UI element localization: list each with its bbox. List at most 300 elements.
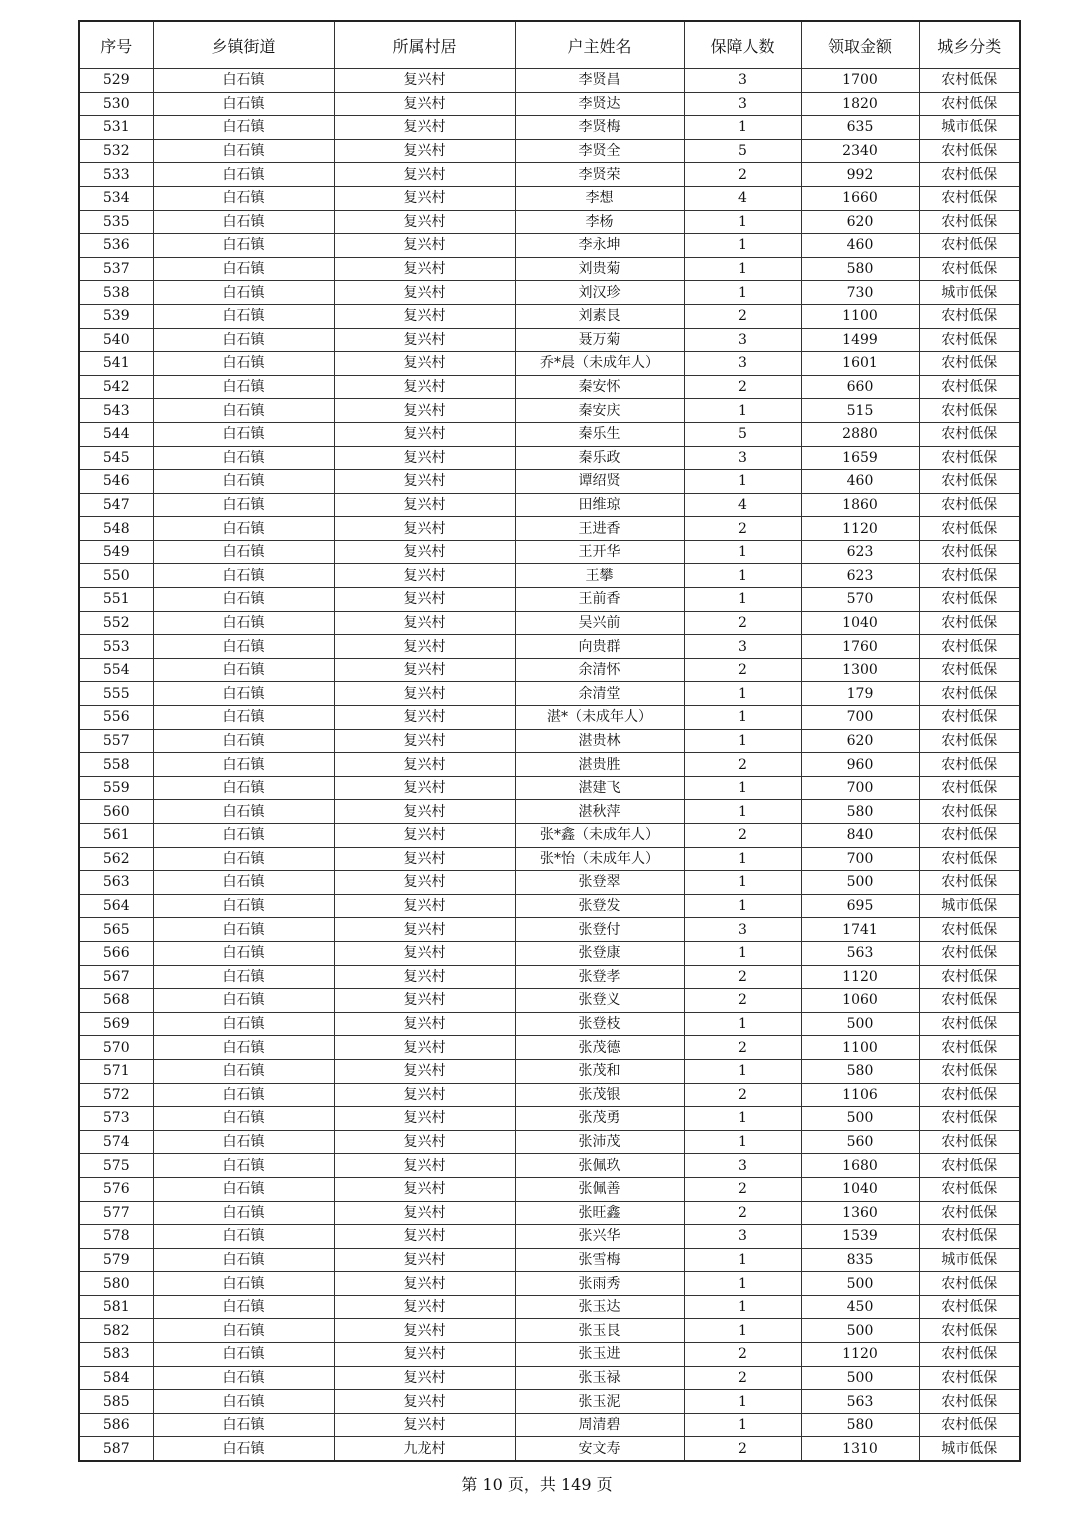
cell-covered-persons: 2 xyxy=(684,304,801,328)
cell-household-head: 吴兴前 xyxy=(515,611,684,635)
cell-category: 农村低保 xyxy=(919,1083,1020,1107)
cell-category: 农村低保 xyxy=(919,918,1020,942)
cell-household-head: 张登发 xyxy=(515,894,684,918)
cell-category: 农村低保 xyxy=(919,1036,1020,1060)
cell-amount: 563 xyxy=(801,1390,919,1414)
cell-covered-persons: 2 xyxy=(684,611,801,635)
cell-amount: 1860 xyxy=(801,493,919,517)
cell-township: 白石镇 xyxy=(153,611,334,635)
cell-amount: 1360 xyxy=(801,1201,919,1225)
cell-category: 农村低保 xyxy=(919,588,1020,612)
cell-household-head: 谭绍贤 xyxy=(515,470,684,494)
cell-covered-persons: 5 xyxy=(684,422,801,446)
cell-index: 531 xyxy=(79,116,153,140)
cell-village: 复兴村 xyxy=(334,304,515,328)
cell-village: 复兴村 xyxy=(334,1343,515,1367)
cell-amount: 695 xyxy=(801,894,919,918)
cell-household-head: 张玉泥 xyxy=(515,1390,684,1414)
cell-township: 白石镇 xyxy=(153,824,334,848)
cell-covered-persons: 1 xyxy=(684,706,801,730)
cell-covered-persons: 1 xyxy=(684,234,801,258)
cell-household-head: 张玉艮 xyxy=(515,1319,684,1343)
cell-amount: 620 xyxy=(801,729,919,753)
table-row xyxy=(79,847,1020,871)
cell-village: 复兴村 xyxy=(334,210,515,234)
cell-amount: 2880 xyxy=(801,422,919,446)
cell-amount: 515 xyxy=(801,399,919,423)
table-header-row xyxy=(79,21,1020,69)
cell-category: 农村低保 xyxy=(919,1319,1020,1343)
cell-category: 农村低保 xyxy=(919,1366,1020,1390)
cell-township: 白石镇 xyxy=(153,163,334,187)
header-township: 乡镇街道 xyxy=(153,21,334,69)
table-row xyxy=(79,352,1020,376)
cell-township: 白石镇 xyxy=(153,375,334,399)
cell-index: 535 xyxy=(79,210,153,234)
table-row xyxy=(79,1036,1020,1060)
table-row xyxy=(79,210,1020,234)
cell-township: 白石镇 xyxy=(153,210,334,234)
cell-covered-persons: 1 xyxy=(684,540,801,564)
cell-township: 白石镇 xyxy=(153,1413,334,1437)
cell-index: 582 xyxy=(79,1319,153,1343)
cell-index: 579 xyxy=(79,1248,153,1272)
cell-township: 白石镇 xyxy=(153,658,334,682)
cell-village: 复兴村 xyxy=(334,493,515,517)
cell-township: 白石镇 xyxy=(153,1366,334,1390)
cell-township: 白石镇 xyxy=(153,493,334,517)
cell-amount: 1680 xyxy=(801,1154,919,1178)
cell-township: 白石镇 xyxy=(153,517,334,541)
cell-index: 542 xyxy=(79,375,153,399)
table-row xyxy=(79,470,1020,494)
cell-village: 复兴村 xyxy=(334,1319,515,1343)
cell-household-head: 李永坤 xyxy=(515,234,684,258)
table-row xyxy=(79,989,1020,1013)
cell-covered-persons: 2 xyxy=(684,658,801,682)
cell-index: 555 xyxy=(79,682,153,706)
cell-household-head: 余清怀 xyxy=(515,658,684,682)
cell-household-head: 张登康 xyxy=(515,941,684,965)
cell-village: 复兴村 xyxy=(334,918,515,942)
cell-category: 农村低保 xyxy=(919,989,1020,1013)
cell-household-head: 张登孝 xyxy=(515,965,684,989)
cell-category: 农村低保 xyxy=(919,871,1020,895)
cell-index: 580 xyxy=(79,1272,153,1296)
cell-township: 白石镇 xyxy=(153,234,334,258)
cell-category: 农村低保 xyxy=(919,422,1020,446)
table-row xyxy=(79,588,1020,612)
cell-covered-persons: 3 xyxy=(684,446,801,470)
cell-covered-persons: 2 xyxy=(684,1343,801,1367)
cell-covered-persons: 2 xyxy=(684,1366,801,1390)
cell-amount: 460 xyxy=(801,234,919,258)
cell-covered-persons: 2 xyxy=(684,1177,801,1201)
cell-household-head: 张茂银 xyxy=(515,1083,684,1107)
cell-index: 564 xyxy=(79,894,153,918)
cell-household-head: 李贤达 xyxy=(515,92,684,116)
cell-village: 复兴村 xyxy=(334,824,515,848)
cell-household-head: 张茂和 xyxy=(515,1059,684,1083)
cell-amount: 1660 xyxy=(801,186,919,210)
table-row xyxy=(79,69,1020,93)
cell-category: 城市低保 xyxy=(919,1437,1020,1461)
cell-amount: 1659 xyxy=(801,446,919,470)
cell-amount: 460 xyxy=(801,470,919,494)
table-row xyxy=(79,304,1020,328)
cell-township: 白石镇 xyxy=(153,1059,334,1083)
cell-amount: 1100 xyxy=(801,304,919,328)
cell-amount: 570 xyxy=(801,588,919,612)
cell-household-head: 李贤梅 xyxy=(515,116,684,140)
cell-township: 白石镇 xyxy=(153,1177,334,1201)
cell-amount: 1120 xyxy=(801,965,919,989)
cell-household-head: 李贤荣 xyxy=(515,163,684,187)
cell-covered-persons: 1 xyxy=(684,1012,801,1036)
cell-covered-persons: 1 xyxy=(684,1248,801,1272)
cell-township: 白石镇 xyxy=(153,257,334,281)
cell-township: 白石镇 xyxy=(153,989,334,1013)
cell-index: 558 xyxy=(79,753,153,777)
cell-covered-persons: 1 xyxy=(684,1130,801,1154)
cell-township: 白石镇 xyxy=(153,1083,334,1107)
table-row xyxy=(79,1319,1020,1343)
cell-covered-persons: 1 xyxy=(684,1059,801,1083)
cell-category: 农村低保 xyxy=(919,446,1020,470)
cell-township: 白石镇 xyxy=(153,540,334,564)
cell-household-head: 张玉进 xyxy=(515,1343,684,1367)
cell-township: 白石镇 xyxy=(153,281,334,305)
cell-index: 562 xyxy=(79,847,153,871)
cell-village: 复兴村 xyxy=(334,470,515,494)
cell-village: 复兴村 xyxy=(334,1248,515,1272)
header-index: 序号 xyxy=(79,21,153,69)
cell-covered-persons: 1 xyxy=(684,1272,801,1296)
cell-village: 复兴村 xyxy=(334,965,515,989)
cell-category: 农村低保 xyxy=(919,493,1020,517)
table-row xyxy=(79,1366,1020,1390)
cell-amount: 580 xyxy=(801,257,919,281)
cell-index: 572 xyxy=(79,1083,153,1107)
cell-village: 复兴村 xyxy=(334,941,515,965)
table-row xyxy=(79,611,1020,635)
cell-index: 549 xyxy=(79,540,153,564)
table-row xyxy=(79,186,1020,210)
cell-township: 白石镇 xyxy=(153,422,334,446)
table-row xyxy=(79,1154,1020,1178)
cell-township: 白石镇 xyxy=(153,1390,334,1414)
cell-covered-persons: 3 xyxy=(684,328,801,352)
cell-amount: 500 xyxy=(801,1012,919,1036)
cell-covered-persons: 1 xyxy=(684,564,801,588)
table-row xyxy=(79,116,1020,140)
cell-category: 农村低保 xyxy=(919,800,1020,824)
cell-covered-persons: 1 xyxy=(684,1295,801,1319)
cell-amount: 623 xyxy=(801,540,919,564)
cell-covered-persons: 2 xyxy=(684,989,801,1013)
cell-amount: 450 xyxy=(801,1295,919,1319)
cell-township: 白石镇 xyxy=(153,729,334,753)
table-row xyxy=(79,446,1020,470)
cell-village: 复兴村 xyxy=(334,847,515,871)
cell-index: 570 xyxy=(79,1036,153,1060)
cell-township: 白石镇 xyxy=(153,1130,334,1154)
cell-village: 复兴村 xyxy=(334,1413,515,1437)
cell-category: 农村低保 xyxy=(919,210,1020,234)
cell-covered-persons: 1 xyxy=(684,941,801,965)
cell-index: 546 xyxy=(79,470,153,494)
cell-category: 农村低保 xyxy=(919,92,1020,116)
cell-category: 农村低保 xyxy=(919,564,1020,588)
cell-category: 农村低保 xyxy=(919,847,1020,871)
cell-covered-persons: 1 xyxy=(684,894,801,918)
cell-township: 白石镇 xyxy=(153,352,334,376)
cell-village: 复兴村 xyxy=(334,1366,515,1390)
cell-category: 农村低保 xyxy=(919,706,1020,730)
table-row xyxy=(79,635,1020,659)
cell-amount: 500 xyxy=(801,1366,919,1390)
cell-township: 白石镇 xyxy=(153,918,334,942)
cell-household-head: 聂万菊 xyxy=(515,328,684,352)
cell-covered-persons: 2 xyxy=(684,1036,801,1060)
table-row xyxy=(79,1059,1020,1083)
cell-township: 白石镇 xyxy=(153,965,334,989)
cell-household-head: 刘素艮 xyxy=(515,304,684,328)
cell-index: 565 xyxy=(79,918,153,942)
header-category: 城乡分类 xyxy=(919,21,1020,69)
cell-village: 复兴村 xyxy=(334,588,515,612)
cell-covered-persons: 1 xyxy=(684,399,801,423)
cell-village: 复兴村 xyxy=(334,446,515,470)
cell-category: 农村低保 xyxy=(919,753,1020,777)
table-row xyxy=(79,941,1020,965)
cell-village: 复兴村 xyxy=(334,186,515,210)
cell-covered-persons: 3 xyxy=(684,918,801,942)
cell-amount: 1310 xyxy=(801,1437,919,1461)
cell-category: 农村低保 xyxy=(919,965,1020,989)
cell-index: 561 xyxy=(79,824,153,848)
cell-category: 农村低保 xyxy=(919,611,1020,635)
table-row xyxy=(79,281,1020,305)
cell-covered-persons: 1 xyxy=(684,847,801,871)
cell-township: 白石镇 xyxy=(153,1272,334,1296)
cell-household-head: 张佩玖 xyxy=(515,1154,684,1178)
cell-household-head: 李贤全 xyxy=(515,139,684,163)
cell-covered-persons: 2 xyxy=(684,517,801,541)
cell-household-head: 张玉禄 xyxy=(515,1366,684,1390)
cell-township: 白石镇 xyxy=(153,139,334,163)
cell-index: 571 xyxy=(79,1059,153,1083)
cell-township: 白石镇 xyxy=(153,1012,334,1036)
table-row xyxy=(79,399,1020,423)
cell-household-head: 向贵群 xyxy=(515,635,684,659)
cell-township: 白石镇 xyxy=(153,1201,334,1225)
cell-household-head: 王进香 xyxy=(515,517,684,541)
cell-household-head: 李杨 xyxy=(515,210,684,234)
cell-covered-persons: 1 xyxy=(684,588,801,612)
cell-covered-persons: 3 xyxy=(684,69,801,93)
table-row xyxy=(79,257,1020,281)
table-row xyxy=(79,1083,1020,1107)
cell-covered-persons: 1 xyxy=(684,257,801,281)
cell-covered-persons: 2 xyxy=(684,1201,801,1225)
cell-index: 552 xyxy=(79,611,153,635)
cell-index: 547 xyxy=(79,493,153,517)
cell-amount: 1040 xyxy=(801,611,919,635)
cell-household-head: 张登枝 xyxy=(515,1012,684,1036)
cell-village: 复兴村 xyxy=(334,234,515,258)
assistance-table xyxy=(78,20,1021,1462)
cell-covered-persons: 1 xyxy=(684,116,801,140)
table-row xyxy=(79,1295,1020,1319)
cell-category: 农村低保 xyxy=(919,1154,1020,1178)
table-row xyxy=(79,1012,1020,1036)
cell-category: 农村低保 xyxy=(919,1130,1020,1154)
cell-village: 复兴村 xyxy=(334,871,515,895)
header-amount: 领取金额 xyxy=(801,21,919,69)
cell-amount: 1300 xyxy=(801,658,919,682)
cell-village: 复兴村 xyxy=(334,281,515,305)
cell-amount: 840 xyxy=(801,824,919,848)
cell-category: 农村低保 xyxy=(919,257,1020,281)
cell-index: 540 xyxy=(79,328,153,352)
cell-category: 农村低保 xyxy=(919,1177,1020,1201)
cell-amount: 500 xyxy=(801,871,919,895)
table-row xyxy=(79,729,1020,753)
cell-covered-persons: 2 xyxy=(684,1083,801,1107)
cell-village: 九龙村 xyxy=(334,1437,515,1461)
cell-township: 白石镇 xyxy=(153,116,334,140)
table-row xyxy=(79,706,1020,730)
cell-category: 农村低保 xyxy=(919,729,1020,753)
cell-village: 复兴村 xyxy=(334,564,515,588)
cell-amount: 960 xyxy=(801,753,919,777)
cell-township: 白石镇 xyxy=(153,1154,334,1178)
cell-township: 白石镇 xyxy=(153,1248,334,1272)
cell-village: 复兴村 xyxy=(334,1083,515,1107)
cell-household-head: 王开华 xyxy=(515,540,684,564)
cell-category: 农村低保 xyxy=(919,635,1020,659)
cell-covered-persons: 2 xyxy=(684,375,801,399)
table-row xyxy=(79,1437,1020,1461)
cell-household-head: 张玉达 xyxy=(515,1295,684,1319)
cell-covered-persons: 1 xyxy=(684,470,801,494)
cell-household-head: 李想 xyxy=(515,186,684,210)
cell-covered-persons: 3 xyxy=(684,92,801,116)
header-household-head: 户主姓名 xyxy=(515,21,684,69)
cell-township: 白石镇 xyxy=(153,941,334,965)
cell-household-head: 张登付 xyxy=(515,918,684,942)
cell-village: 复兴村 xyxy=(334,139,515,163)
cell-township: 白石镇 xyxy=(153,682,334,706)
cell-township: 白石镇 xyxy=(153,1107,334,1131)
cell-village: 复兴村 xyxy=(334,540,515,564)
cell-amount: 700 xyxy=(801,847,919,871)
cell-covered-persons: 1 xyxy=(684,281,801,305)
cell-category: 农村低保 xyxy=(919,941,1020,965)
cell-township: 白石镇 xyxy=(153,328,334,352)
header-covered-persons: 保障人数 xyxy=(684,21,801,69)
cell-covered-persons: 1 xyxy=(684,800,801,824)
cell-category: 农村低保 xyxy=(919,375,1020,399)
cell-covered-persons: 1 xyxy=(684,210,801,234)
table-row xyxy=(79,1272,1020,1296)
table-row xyxy=(79,1130,1020,1154)
cell-township: 白石镇 xyxy=(153,1036,334,1060)
cell-amount: 1601 xyxy=(801,352,919,376)
table-row xyxy=(79,564,1020,588)
table-row xyxy=(79,1107,1020,1131)
cell-village: 复兴村 xyxy=(334,1295,515,1319)
cell-category: 农村低保 xyxy=(919,352,1020,376)
table-row xyxy=(79,871,1020,895)
table-row xyxy=(79,776,1020,800)
cell-village: 复兴村 xyxy=(334,989,515,1013)
cell-covered-persons: 3 xyxy=(684,1225,801,1249)
cell-village: 复兴村 xyxy=(334,1059,515,1083)
cell-household-head: 张登义 xyxy=(515,989,684,1013)
assistance-table-container xyxy=(78,20,1019,1462)
cell-index: 585 xyxy=(79,1390,153,1414)
cell-village: 复兴村 xyxy=(334,1107,515,1131)
cell-category: 农村低保 xyxy=(919,1272,1020,1296)
cell-category: 农村低保 xyxy=(919,682,1020,706)
table-row xyxy=(79,894,1020,918)
cell-amount: 730 xyxy=(801,281,919,305)
cell-household-head: 刘贵菊 xyxy=(515,257,684,281)
table-row xyxy=(79,682,1020,706)
cell-covered-persons: 4 xyxy=(684,186,801,210)
cell-village: 复兴村 xyxy=(334,92,515,116)
cell-covered-persons: 1 xyxy=(684,1319,801,1343)
cell-amount: 835 xyxy=(801,1248,919,1272)
cell-village: 复兴村 xyxy=(334,753,515,777)
cell-index: 560 xyxy=(79,800,153,824)
cell-index: 587 xyxy=(79,1437,153,1461)
cell-township: 白石镇 xyxy=(153,635,334,659)
cell-index: 583 xyxy=(79,1343,153,1367)
cell-index: 569 xyxy=(79,1012,153,1036)
cell-household-head: 秦安庆 xyxy=(515,399,684,423)
table-row xyxy=(79,918,1020,942)
cell-index: 541 xyxy=(79,352,153,376)
cell-township: 白石镇 xyxy=(153,776,334,800)
table-row xyxy=(79,92,1020,116)
cell-village: 复兴村 xyxy=(334,1390,515,1414)
cell-household-head: 张沛茂 xyxy=(515,1130,684,1154)
cell-index: 576 xyxy=(79,1177,153,1201)
cell-category: 农村低保 xyxy=(919,399,1020,423)
cell-household-head: 张*怡（未成年人） xyxy=(515,847,684,871)
cell-index: 529 xyxy=(79,69,153,93)
cell-household-head: 湛*（未成年人） xyxy=(515,706,684,730)
table-row xyxy=(79,163,1020,187)
cell-index: 568 xyxy=(79,989,153,1013)
cell-index: 532 xyxy=(79,139,153,163)
cell-township: 白石镇 xyxy=(153,564,334,588)
cell-covered-persons: 3 xyxy=(684,1154,801,1178)
cell-covered-persons: 1 xyxy=(684,682,801,706)
cell-index: 537 xyxy=(79,257,153,281)
cell-township: 白石镇 xyxy=(153,1295,334,1319)
cell-category: 农村低保 xyxy=(919,1343,1020,1367)
cell-township: 白石镇 xyxy=(153,399,334,423)
cell-township: 白石镇 xyxy=(153,1343,334,1367)
cell-household-head: 余清堂 xyxy=(515,682,684,706)
cell-household-head: 张雪梅 xyxy=(515,1248,684,1272)
cell-amount: 500 xyxy=(801,1319,919,1343)
cell-amount: 1539 xyxy=(801,1225,919,1249)
